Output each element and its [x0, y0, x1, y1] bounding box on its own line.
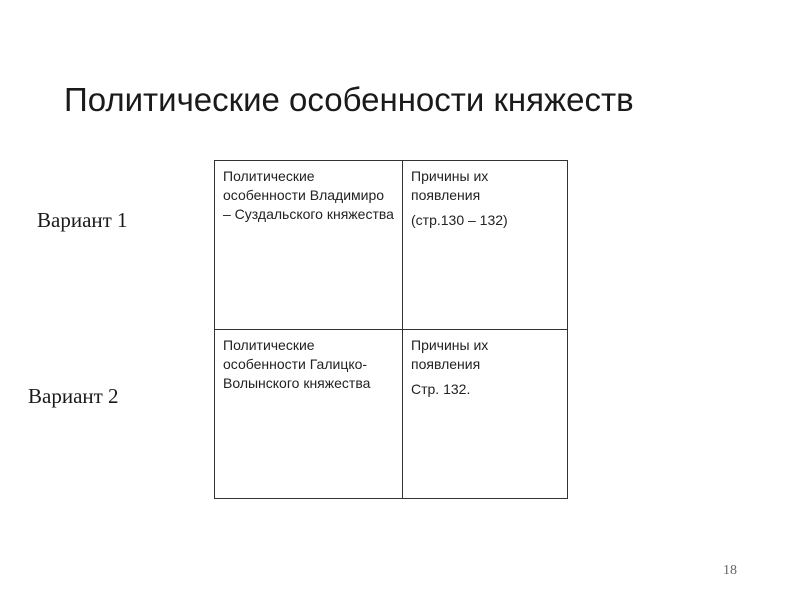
- table-cell-reasons-2: [403, 330, 568, 499]
- page-number: 18: [723, 563, 737, 578]
- table-cell-reasons-1: [403, 161, 568, 330]
- cell-text: Политические особенности Владимиро – Суздальского княжества: [223, 168, 394, 222]
- cell-title: Причины их появления: [411, 337, 489, 372]
- slide-title: Политические особенности княжеств: [64, 81, 634, 118]
- cell-title: Причины их появления: [411, 168, 489, 203]
- table-row: [215, 161, 568, 330]
- table-row: [215, 330, 568, 499]
- page-reference: Стр. 132.: [411, 381, 471, 397]
- page-reference: (стр.130 – 132): [411, 212, 508, 228]
- variant-1-label: Вариант 1: [37, 208, 128, 232]
- assignment-table: [214, 160, 568, 499]
- table-cell-features-galicia: [215, 330, 403, 499]
- table-cell-features-vladimir: [215, 161, 403, 330]
- cell-text: Политические особенности Галицко-Волынского княжества: [223, 337, 371, 391]
- variant-2-label: Вариант 2: [28, 384, 119, 408]
